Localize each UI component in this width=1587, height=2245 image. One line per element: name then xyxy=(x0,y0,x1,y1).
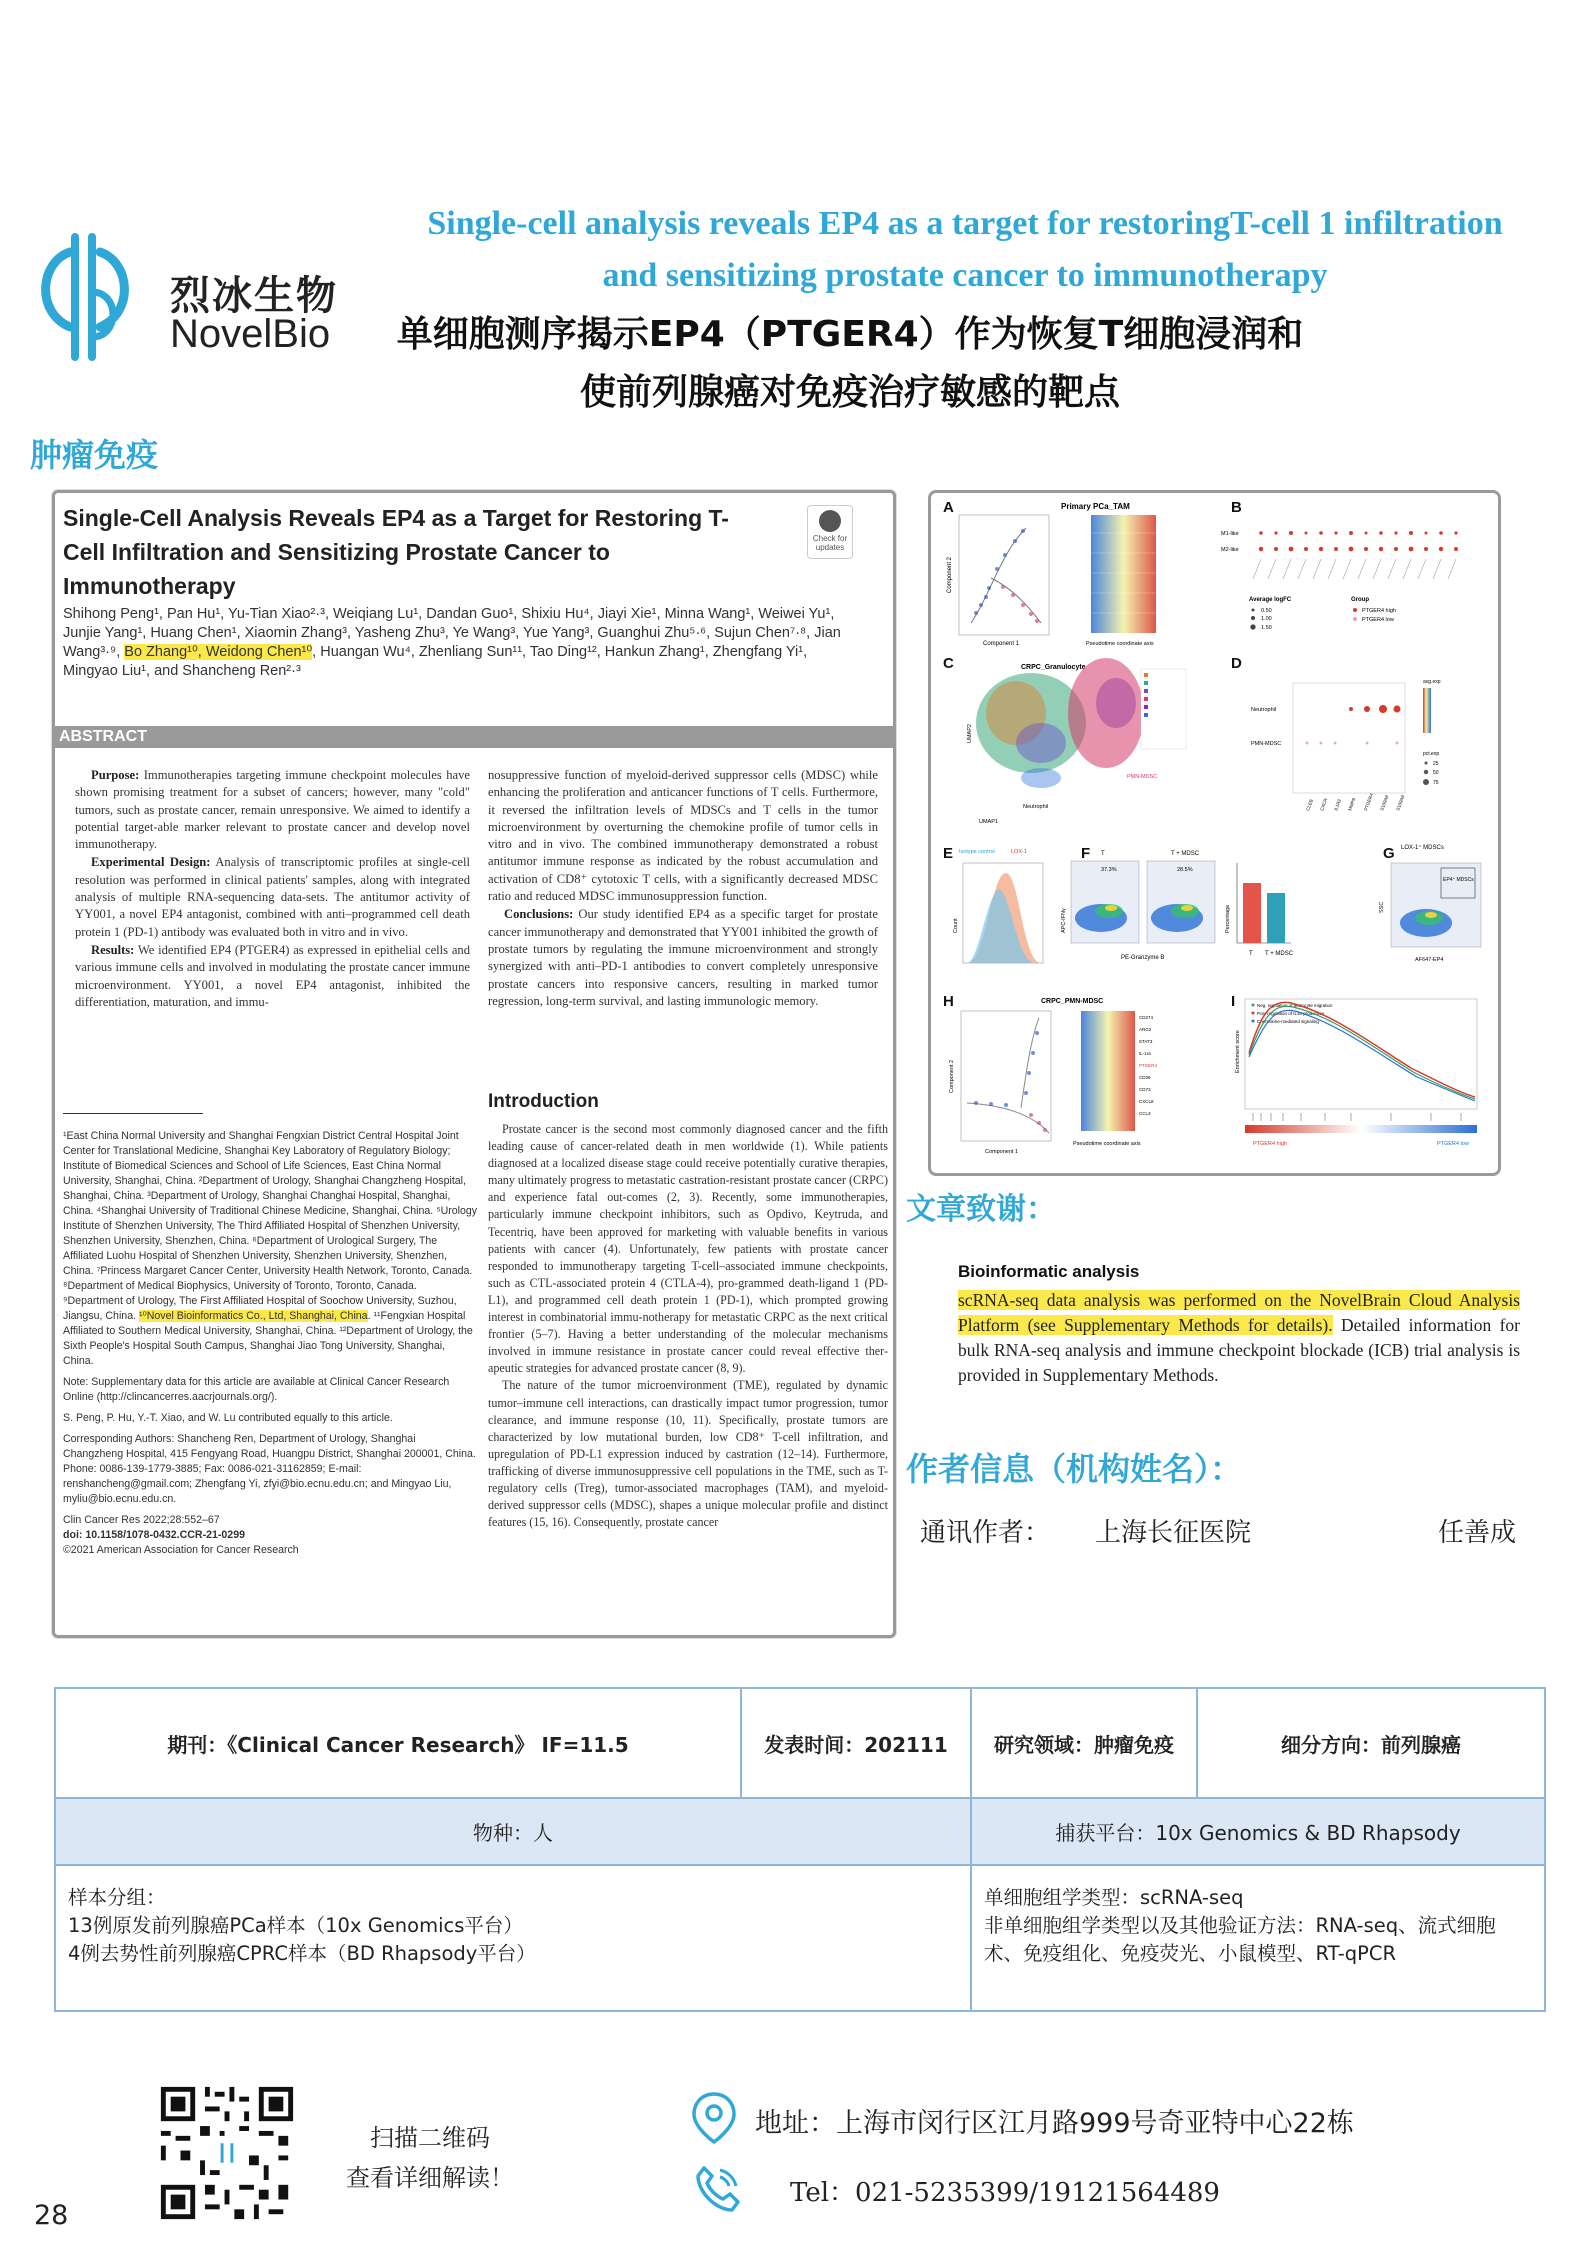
panel-f-bar-cat2: T + MDSC xyxy=(1265,951,1294,957)
svg-text:CD274: CD274 xyxy=(1139,1015,1154,1020)
telephone: Tel：021-5235399/19121564489 xyxy=(790,2178,1220,2208)
svg-text:PTGER4 low: PTGER4 low xyxy=(1362,617,1394,623)
svg-text:STAT3: STAT3 xyxy=(1139,1039,1153,1044)
panel-f-xlabel: PE-Granzyme B xyxy=(1121,955,1165,961)
panel-f-bar-cat1: T xyxy=(1249,951,1253,957)
svg-text:75: 75 xyxy=(1433,780,1439,786)
svg-text:Chemokine-mediated signaling: Chemokine-mediated signaling xyxy=(1257,1019,1319,1024)
panel-i-ylabel: Enrichment score xyxy=(1235,1030,1241,1073)
panel-f-bar-ylabel: Percentage xyxy=(1225,904,1231,933)
panel-label-h: H xyxy=(943,993,954,1010)
novelbio-logo xyxy=(30,232,360,362)
panel-g-label: LOX-1⁺ MDSCs xyxy=(1401,845,1444,851)
panel-label-c: C xyxy=(943,655,954,672)
ack-heading: 文章致谢： xyxy=(906,1192,1056,1227)
panel-d xyxy=(1251,679,1441,811)
svg-text:1.50: 1.50 xyxy=(1261,625,1272,631)
page-number: 28 xyxy=(34,2200,69,2231)
title-zh-line1: 单细胞测序揭示EP4（PTGER4）作为恢复T细胞浸润和 xyxy=(396,314,1304,355)
panel-f-bar-t-mdsc xyxy=(1267,893,1285,943)
panel-b-legend2: Group xyxy=(1351,597,1369,603)
author-heading: 作者信息（机构姓名）： xyxy=(906,1450,1243,1488)
panel-f-pct2: 28.5% xyxy=(1177,867,1193,873)
paper-first-page xyxy=(52,490,896,1638)
panel-c-cluster1: PMN-MDSC xyxy=(1127,774,1158,780)
address: 地址：上海市闵行区江月路999号奇亚特中心22栋 xyxy=(755,2108,1354,2139)
panel-f-pct1: 37.3% xyxy=(1101,867,1117,873)
panel-label-a: A xyxy=(943,499,954,516)
panel-a-title: Primary PCa_TAM xyxy=(1061,502,1130,511)
panel-label-e: E xyxy=(943,845,954,862)
novelbio-logo-icon xyxy=(30,232,140,362)
cell-field: 研究领域：肿瘤免疫 xyxy=(971,1688,1197,1798)
panel-b-legend1: Average logFC xyxy=(1249,597,1292,603)
logo-en: NovelBio xyxy=(170,312,331,356)
svg-text:50: 50 xyxy=(1433,770,1439,776)
svg-text:CXCR: CXCR xyxy=(1319,797,1329,812)
title-en-line2: and sensitizing prostate cancer to immunotherapy xyxy=(602,257,1328,294)
cell-subfield: 细分方向：前列腺癌 xyxy=(1197,1688,1545,1798)
panel-c-title: CRPC_Granulocyte xyxy=(1021,664,1086,671)
cell-methods: 单细胞组学类型：scRNA-seq 非单细胞组学类型以及其他验证方法：RNA-seq、流式细胞术、免疫组化、免疫荧光、小鼠模型、RT-qPCR xyxy=(971,1865,1545,2011)
abstract-col2: nosuppressive function of myeloid-derived suppressor cells (MDSC) while enhancing the proliferation and anticancer functions of T cells. Furthermore, it reversed the infiltration levels of MDSCs and T cells in the tumor microenvironment by overturning the chemokine profile of tumor cells in vitro and in vivo. The combined immunotherapy demonstrated a robust antitumor immune response as indicated by the robust accumulation and activation of CD8⁺ cytotoxic T cells, with a significantly decreased MDSC ratio and reduced MDSC immunosuppression function. Conclusions: Our study identified EP4 as a specific target for prostate cancer immunotherapy and demonstrated that YY001 inhibited the growth of prostate tumors by regulating the immune microenvironment and strongly synergized with anti–PD-1 antibodies to convert completely unresponsive prostate cancers into responsive cancers, resulting in marked tumor regression, long-term survival, and lasting immunologic memory. xyxy=(488,768,878,1008)
abstract-col1: Purpose: Immunotherapies targeting immune checkpoint molecules have shown promising treatment for a subset of cancers; however, many "cold" tumors, such as prostate cancer, remain unresponsive. We aimed to identify a potential target-able marker relevant to prostate cancer and develop novel immunotherapy. Experimental Design: Analysis of transcriptomic profiles at single-cell resolution was performed in clinical patients' samples, along with integrated analysis of multiple RNA-sequencing data-sets. The antitumor activity of YY001, a novel EP4 antagonist, combined with anti–programmed cell death protein 1 (PD-1) antibody was evaluated both in vitro and in vivo. Results: We identified EP4 (PTGER4) as expressed in epithelial cells and various immune cells and involved in modulating the prostate cancer immune microenvironment. YY001, a novel EP4 antagonist, inhibited the differentiation, maturation, and immu- xyxy=(75,768,471,1009)
cell-species: 物种：人 xyxy=(55,1798,971,1865)
panel-a-xlabel: Component 1 xyxy=(983,641,1020,647)
panel-f-right: T + MDSC xyxy=(1171,851,1200,857)
qr-caption: 扫描二维码 查看详细解读！ xyxy=(346,2124,514,2192)
svg-text:Neg. regulation of leukocyte m: Neg. regulation of leukocyte migration xyxy=(1257,1003,1333,1008)
svg-text:S100A8: S100A8 xyxy=(1379,794,1390,812)
panel-a xyxy=(947,502,1156,647)
svg-text:PTGER4 high: PTGER4 high xyxy=(1362,608,1396,614)
panel-f-ylabel: APC-IFNγ xyxy=(1061,908,1067,933)
figure-svg xyxy=(931,493,1498,1173)
title-en-line1: Single-cell analysis reveals EP4 as a target for restoringT-cell 1 infiltration xyxy=(427,205,1503,242)
title-zh xyxy=(370,306,1330,422)
authors-highlight: Bo Zhang¹⁰, Weidong Chen¹⁰ xyxy=(124,644,313,660)
panel-c-xlabel: UMAP1 xyxy=(979,819,998,825)
phone-icon xyxy=(690,2162,742,2218)
panel-h-xlabel: Component 1 xyxy=(985,1149,1019,1155)
panel-h-ylabel: Component 2 xyxy=(949,1059,955,1093)
svg-text:PTGER4: PTGER4 xyxy=(1139,1063,1158,1068)
qr-code-image xyxy=(156,2082,298,2224)
svg-text:ARG2: ARG2 xyxy=(1139,1027,1152,1032)
intro-heading: Introduction xyxy=(488,1091,599,1112)
panel-label-i: I xyxy=(1231,993,1236,1010)
svg-text:0.50: 0.50 xyxy=(1261,608,1272,614)
panel-d-legend1: avg.exp xyxy=(1423,679,1441,685)
svg-text:CLEB: CLEB xyxy=(1305,798,1314,812)
panel-a-heat-xlabel: Pseudotime coordinate axis xyxy=(1086,641,1154,647)
svg-text:S100A9: S100A9 xyxy=(1395,794,1406,812)
bio-heading: Bioinformatic analysis xyxy=(958,1262,1140,1281)
cell-groups: 样本分组： 13例原发前列腺癌PCa样本（10x Genomics平台） 4例去势性前列腺癌CPRC样本（BD Rhapsody平台） xyxy=(55,1865,971,2011)
panel-c-cluster2: Neutrophil xyxy=(1023,804,1049,810)
panel-f-bar-t xyxy=(1243,883,1261,943)
check-for-updates-badge: Check for updates xyxy=(807,505,853,559)
panel-e-ylabel: Count xyxy=(953,918,959,933)
panel-b xyxy=(1221,531,1458,631)
figure-panel xyxy=(928,490,1501,1176)
panel-c-ylabel: UMAP2 xyxy=(967,724,973,743)
paper-authors: Shihong Peng¹, Pan Hu¹, Yu-Tian Xiao²·³, Weiqiang Lu¹, Dandan Guo¹, Shixiu Hu⁴, Jiayi Xie¹, Minna Wang¹, Weiwei Yu¹, Junjie Yang¹, Huang Chen¹, Xiaomin Zhang³, Yasheng Zhu³, Ye Wang³, Yue Yang³, Guanghui Zhu⁵·⁶, Sujun Chen⁷·⁸, Jian Wang³·⁹, Bo Zhang¹⁰, Weidong Chen¹⁰, Huangan Wu⁴, Zhenliang Sun¹¹, Tao Ding¹², Hankun Zhang¹, Zhengfang Yi¹, Mingyao Liu¹, and Shancheng Ren²·³ xyxy=(63,606,841,679)
panel-label-f: F xyxy=(1081,845,1091,862)
panel-d-row1: Neutrophil xyxy=(1251,707,1277,713)
panel-g-ylabel: SSC xyxy=(1379,901,1385,913)
panel-c xyxy=(967,658,1186,825)
title-zh-line2: 使前列腺癌对免疫治疗敏感的靶点 xyxy=(579,372,1120,413)
svg-text:IL-1ra: IL-1ra xyxy=(1139,1051,1151,1056)
panel-h xyxy=(949,998,1158,1155)
panel-f-left: T xyxy=(1101,851,1105,857)
bio-body: scRNA-seq data analysis was performed on the NovelBrain Cloud Analysis Platform (see Supplementary Methods for details). Detailed information for bulk RNA-seq analysis and immune checkpoint blockade (ICB) trial analysis is provided in Supplementary Methods. xyxy=(958,1290,1520,1385)
author-institution: 上海长征医院 xyxy=(1095,1518,1252,1548)
panel-h-heat-xlabel: Pseudotime coordinate axis xyxy=(1073,1141,1141,1147)
panel-label-b: B xyxy=(1231,499,1242,516)
title-en xyxy=(370,198,1560,302)
svg-text:CD39: CD39 xyxy=(1139,1075,1151,1080)
panel-e-legend1: Isotype control xyxy=(959,849,995,855)
info-table xyxy=(54,1687,1546,2012)
logo-zh: 烈冰生物 xyxy=(170,273,338,319)
svg-text:CCL3: CCL3 xyxy=(1139,1111,1151,1116)
panel-f xyxy=(1061,851,1294,961)
author-name: 任善成 xyxy=(1438,1518,1517,1548)
svg-text:PTGER4: PTGER4 xyxy=(1363,792,1375,812)
panel-g-gate: EP4⁺ MDSCs xyxy=(1443,877,1474,883)
panel-d-legend2: pct.exp xyxy=(1423,751,1440,757)
footnote-divider xyxy=(63,1113,203,1114)
affil-highlight: ¹⁰Novel Bioinformatics Co., Ltd, Shanghai, China xyxy=(138,1310,368,1322)
panel-i-x-left: PTGER4 high xyxy=(1253,1141,1287,1147)
cell-journal: 期刊：《Clinical Cancer Research》 IF=11.5 xyxy=(55,1688,741,1798)
author-role: 通讯作者： xyxy=(920,1518,1051,1548)
svg-text:MMP9: MMP9 xyxy=(1347,797,1357,812)
cell-platform: 捕获平台：10x Genomics & BD Rhapsody xyxy=(971,1798,1545,1865)
panel-h-title: CRPC_PMN-MDSC xyxy=(1041,998,1104,1005)
svg-text:CD73: CD73 xyxy=(1139,1087,1151,1092)
svg-text:1.00: 1.00 xyxy=(1261,616,1272,622)
panel-e-legend2: LOX-1 xyxy=(1011,849,1027,855)
affiliations: ¹East China Normal University and Shanghai Fengxian District Central Hospital Joint Center for Translational Medicine, Shanghai Key Laboratory of Regulatory Biology; Institute of Biomedical Sciences and School of Life Sciences, East China Normal University, Shanghai, China. ²Department of Urology, Shanghai Changzheng Hospital, Shanghai, China. ³Department of Urology, Shanghai Changhai Hospital, Shanghai, China. ⁴Shanghai University of Traditional Chinese Medicine, Shanghai, China. ⁵Urology Institute of Shenzhen University, The Third Affiliated Hospital of Shenzhen University, Shenzhen University, Shenzhen, China. ⁶Department of Urological Surgery, The Affiliated Luohu Hospital of Shenzhen University, Shenzhen University, Shenzhen, China. ⁷Princess Margaret Cancer Center, University Health Network, Toronto, Canada. ⁸Department of Medical Biophysics, University of Toronto, Toronto, Canada. ⁹Department of Urology, The First Affiliated Hospital of Soochow University, Suzhou, Jiangsu, China. ¹⁰Novel Bioinformatics Co., Ltd, Shanghai, China. ¹¹Fengxian Hospital Affiliated to Southern Medical University, Shanghai, China. ¹²Department of Urology, the Sixth People's Hospital South Campus, Shanghai Jiao Tong University, Shanghai, China. Note: Supplementary data for this article are available at Clinical Cancer Research Online (http://clincancerres.aacrjournals.org/). S. Peng, P. Hu, Y.-T. Xiao, and W. Lu contributed equally to this article. Corresponding Authors: Shancheng Ren, Department of Urology, Shanghai Changzheng Hospital, 415 Fengyang Road, Huangpu District, Shanghai 200001, China. Phone: 0086-139-1779-3885; Fax: 0086-021-31162859; E-mail: renshancheng@gmail.com; Zhengfang Yi, zfyi@bio.ecnu.edu.cn; and Mingyao Liu, myliu@bio.ecnu.edu.cn. Clin Cancer Res 2022;28:552–67 doi: 10.1158/1078-0432.CCR-21-0299 ©2021 American Association for Cancer Research xyxy=(63,1130,478,1556)
cell-pub-time: 发表时间：202111 xyxy=(741,1688,971,1798)
qr-code[interactable] xyxy=(156,2082,298,2224)
panel-e xyxy=(953,849,1043,963)
panel-g-xlabel: AF647-EP4 xyxy=(1415,957,1444,963)
panel-d-row2: PMN-MDSC xyxy=(1251,741,1282,747)
svg-text:CXCL8: CXCL8 xyxy=(1139,1099,1154,1104)
panel-b-row2: M2-like xyxy=(1221,547,1239,553)
paper-title: Single-Cell Analysis Reveals EP4 as a Target for Restoring T-Cell Infiltration and Sensitizing Prostate Cancer to Immunotherapy xyxy=(63,505,729,599)
bio-highlight: scRNA-seq data analysis was performed on the NovelBrain Cloud Analysis Platform (see Supplementary Methods for details). xyxy=(958,1290,1520,1335)
panel-label-d: D xyxy=(1231,655,1242,672)
check-updates-icon xyxy=(819,510,841,532)
panel-b-row1: M1-like xyxy=(1221,531,1239,537)
intro-text: Prostate cancer is the second most commonly diagnosed cancer and the fifth leading cause of cancer-related death in men worldwide (1). While patients diagnosed at a localized disease stage could receive potentially curative therapies, many ultimately progress to metastatic castration-resistant prostate cancer (CRPC) and experience fatal out-comes (2, 3). Recently, some immunotherapies, particularly immune checkpoint inhibitors, such as Opdivo, Keytruda, and Tecentriq, have been approved for marketing with valuable benefits in various patients with cancer (4). Unfortunately, few patients with prostate cancer responded to immunotherapy targeting T-cell–associated immune checkpoints, such as CTL-associated protein 4 (CTLA-4), pro-grammed death-ligand 1 (PD-L1), and programmed cell death protein 1 (PD-1), which prompted growing interest in combinatorial immu-notherapy for metastatic CRPC as the next critical frontier (5–7). Having a better understanding of the molecular mechanisms involved in immune resistance in prostate cancer could reveal effective ther-apeutic strategies for advanced prostate cancer (8, 9). The nature of the tumor microenvironment (TME), regulated by dynamic tumor–immune cell interactions, can drastically impact tumor progression, tumor clearance, and immune response (10, 11). Specifically, prostate tumors are characterized by low mutational burden, low CD8⁺ T-cell infiltration, and upregulation of PD-L1 expression induced by castration (12–14). Furthermore, trafficking of diverse immunosuppressive cell populations in the TME, such as T-regulatory cells (Treg), tumor-associated macrophages (TAM), and myeloid-derived suppressor cells (MDSC), shapes a unique molecular profile and distinct features (15, 16). Consequently, prostate cancer xyxy=(488,1122,888,1530)
category-label: 肿瘤免疫 xyxy=(30,436,159,474)
panel-i xyxy=(1235,999,1477,1147)
panel-a-ylabel: Component 2 xyxy=(947,556,953,593)
panel-i-x-right: PTGER4 low xyxy=(1437,1141,1469,1147)
location-pin-icon xyxy=(688,2090,740,2146)
svg-text:Pos. regulation of IL10 produc: Pos. regulation of IL10 production xyxy=(1257,1011,1325,1016)
svg-text:IL1R2: IL1R2 xyxy=(1333,798,1343,812)
panel-label-g: G xyxy=(1383,845,1395,862)
svg-text:25: 25 xyxy=(1433,761,1439,767)
abstract-bar: ABSTRACT xyxy=(55,726,896,748)
